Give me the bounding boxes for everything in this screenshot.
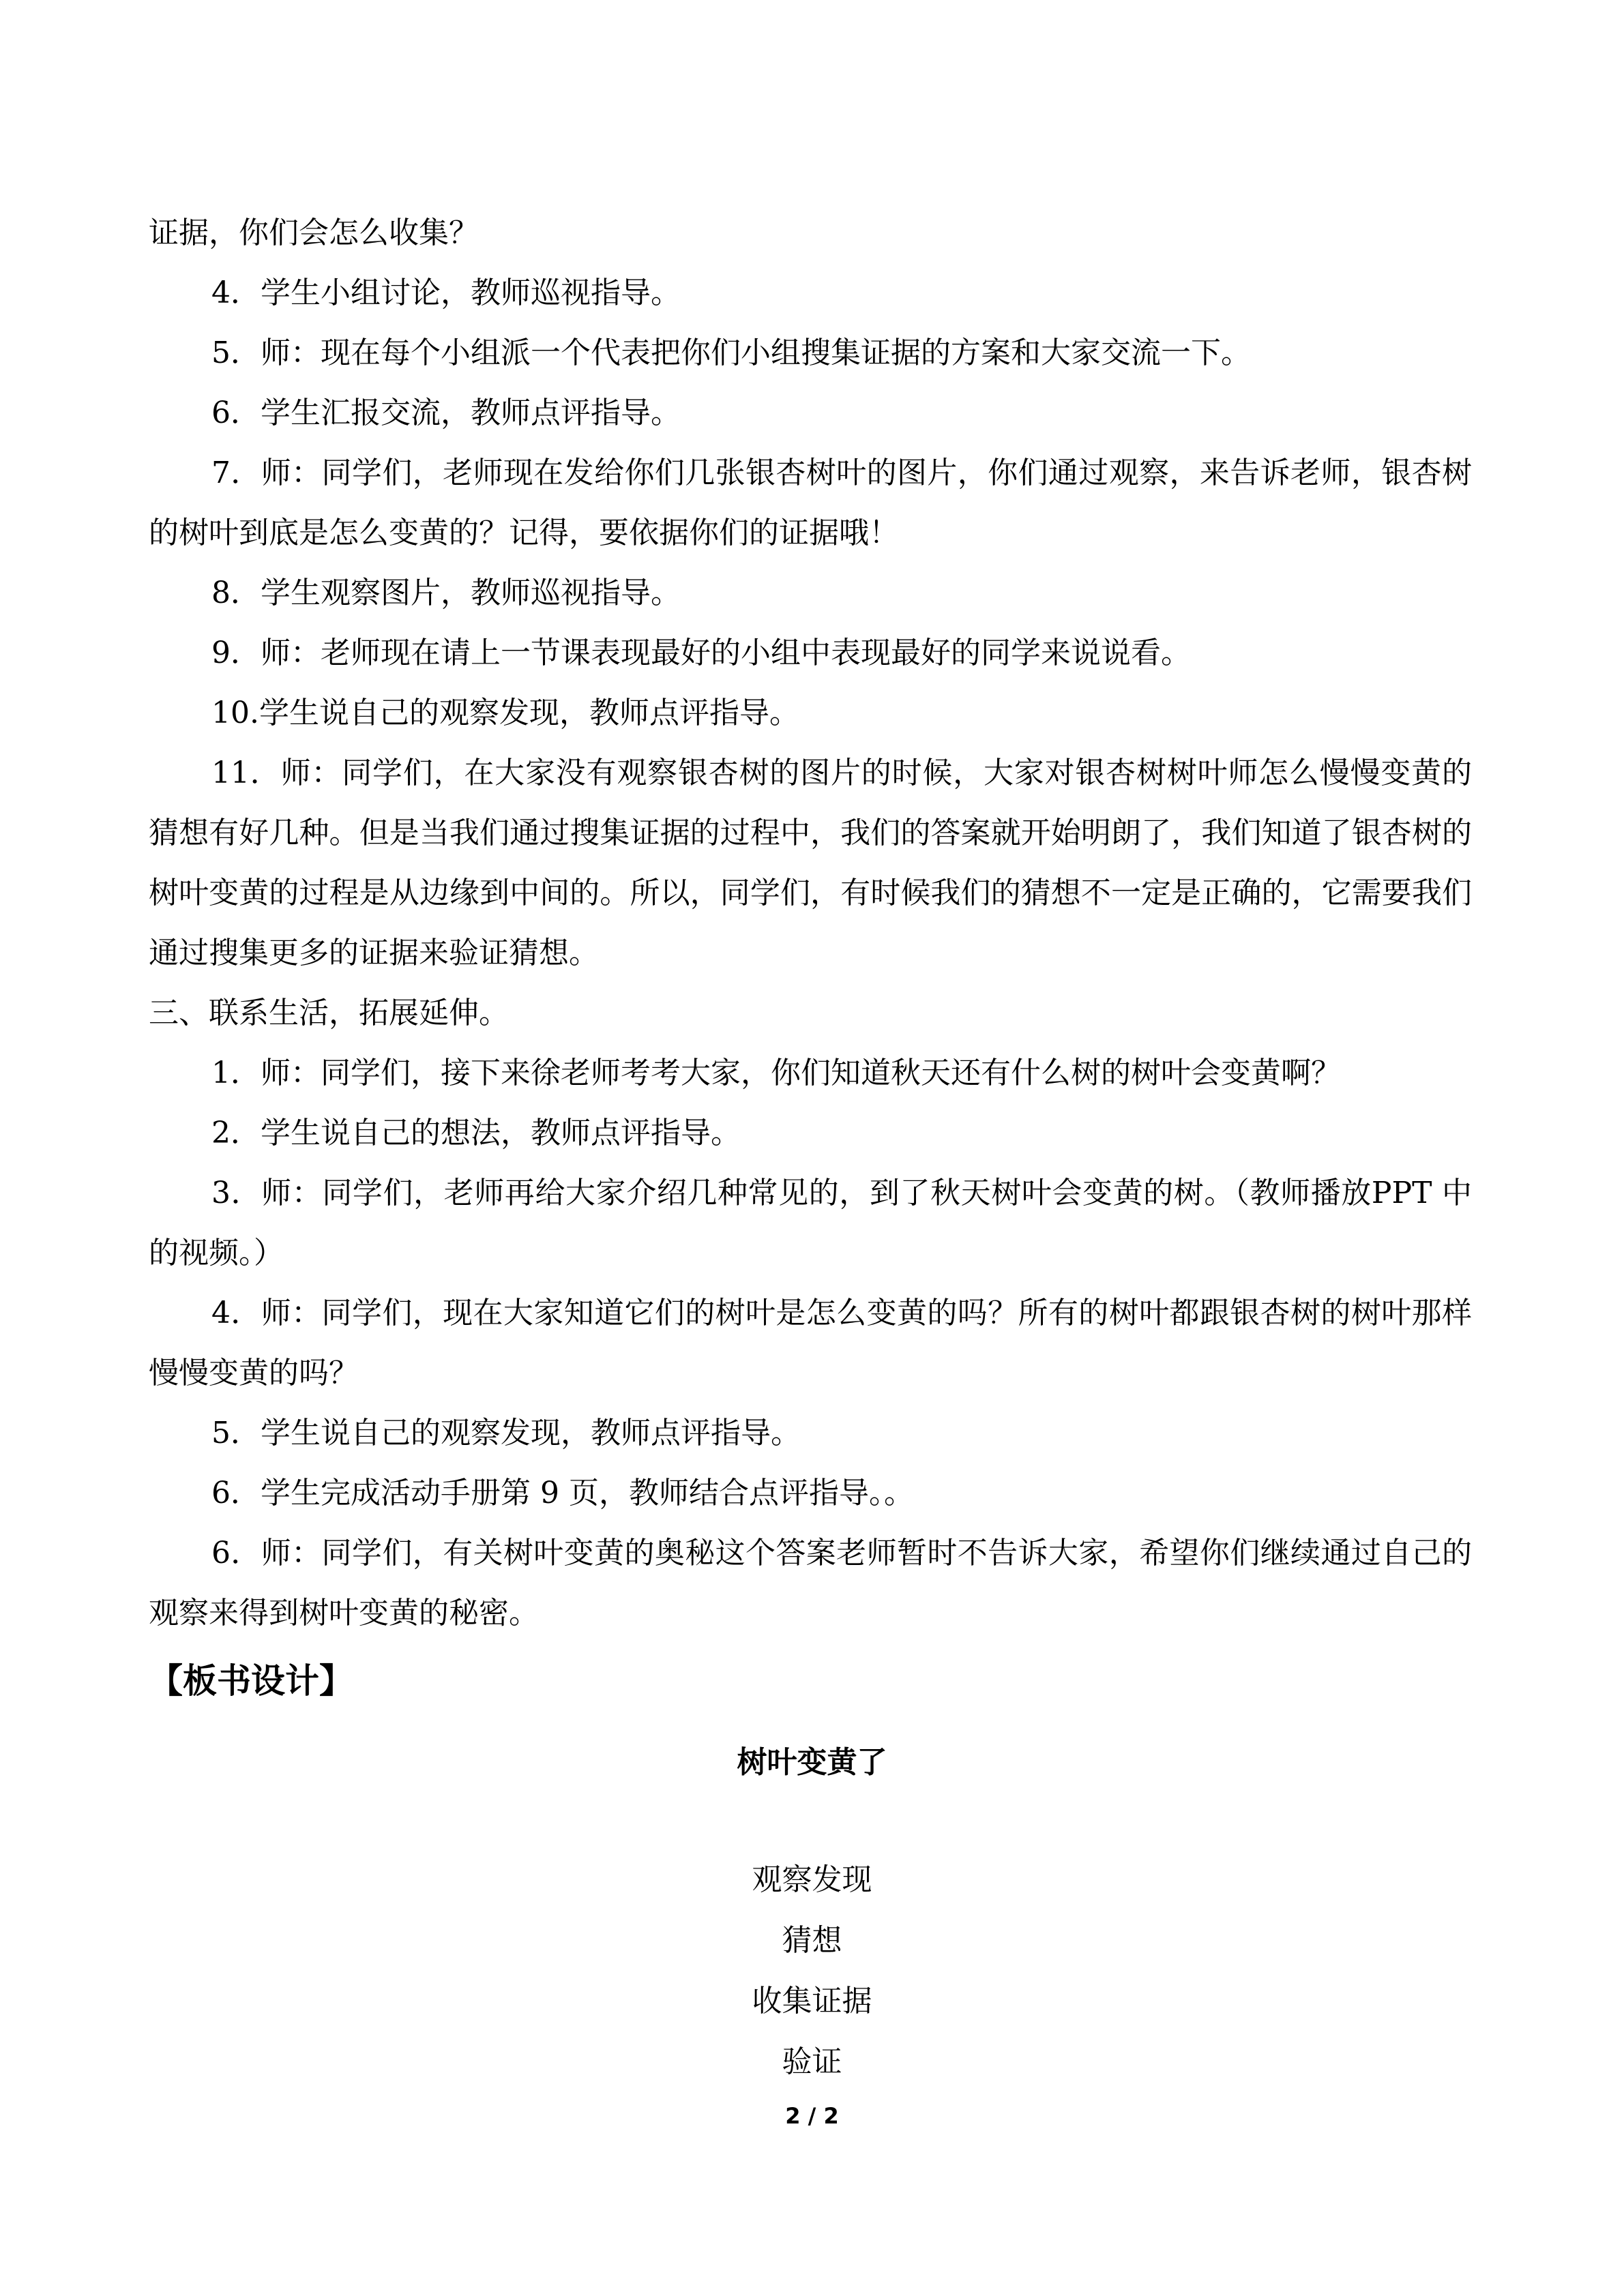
- board-step-hypothesis: 猜想: [782, 1923, 842, 1958]
- board-steps-list: [0, 1849, 1624, 2092]
- page-number: 2 / 2: [785, 2103, 839, 2129]
- paragraph-ext-step-1-question: 1．师：同学们，接下来徐老师考考大家，你们知道秋天还有什么树的树叶会变黄啊？: [211, 1056, 1341, 1090]
- paragraph-step-5-share-plan: 5．师：现在每个小组派一个代表把你们小组搜集证据的方案和大家交流一下。: [211, 336, 1251, 370]
- board-step-collect-evidence: 收集证据: [752, 1984, 872, 2018]
- paragraph-ext-step-6-workbook: 6．学生完成活动手册第 9 页，教师结合点评指导。。: [211, 1476, 914, 1510]
- lesson-body: [149, 203, 1472, 1643]
- paragraph-step-4-group-discussion: 4．学生小组讨论，教师巡视指导。: [211, 275, 681, 310]
- paragraph-step-9-best-student: 9．师：老师现在请上一节课表现最好的小组中表现最好的同学来说说看。: [211, 636, 1191, 670]
- paragraph-step-10-findings: 10.学生说自己的观察发现，教师点评指导。: [211, 696, 799, 730]
- paragraph-ext-step-6-closing: 6．师：同学们，有关树叶变黄的奥秘这个答案老师暂时不告诉大家，希望你们继续通过自己的观察来得到树叶变黄的秘密。: [149, 1536, 1472, 1630]
- board-step-verify: 验证: [782, 2044, 842, 2079]
- board-step-observe: 观察发现: [752, 1862, 872, 1897]
- board-design-heading: 【板书设计】: [149, 1661, 353, 1701]
- paragraph-step-6-report: 6．学生汇报交流，教师点评指导。: [211, 396, 681, 430]
- paragraph-step-8-observe: 8．学生观察图片，教师巡视指导。: [211, 576, 681, 610]
- paragraph-step-11-summary: 11．师：同学们，在大家没有观察银杏树的图片的时候，大家对银杏树树叶师怎么慢慢变黄的猜想有好几种。但是当我们通过搜集证据的过程中，我们的答案就开始明朗了，我们知道了银杏树的树叶变黄的过程是从边缘到中间的。所以，同学们，有时候我们的猜想不一定是正确的，它需要我们通过搜集更多的证据来验证猜想。: [149, 756, 1472, 970]
- paragraph-ext-step-4-question: 4．师：同学们，现在大家知道它们的树叶是怎么变黄的吗？所有的树叶都跟银杏树的树叶那样慢慢变黄的吗？: [149, 1296, 1472, 1390]
- paragraph-step-7-ginkgo-pictures: 7．师：同学们，老师现在发给你们几张银杏树叶的图片，你们通过观察，来告诉老师，银杏树的树叶到底是怎么变黄的？记得，要依据你们的证据哦！: [149, 456, 1472, 550]
- board-title: 树叶变黄了: [737, 1745, 887, 1780]
- paragraph-ext-step-3-video: 3．师：同学们，老师再给大家介绍几种常见的，到了秋天树叶会变黄的树。（教师播放PPT 中的视频。）: [149, 1176, 1472, 1270]
- paragraph-ext-step-5-findings: 5．学生说自己的观察发现，教师点评指导。: [211, 1416, 801, 1450]
- paragraph-evidence-question: 证据，你们会怎么收集？: [149, 215, 479, 250]
- paragraph-ext-step-2-ideas: 2．学生说自己的想法，教师点评指导。: [211, 1116, 741, 1150]
- section-heading-extension: 三、联系生活，拓展延伸。: [149, 996, 509, 1030]
